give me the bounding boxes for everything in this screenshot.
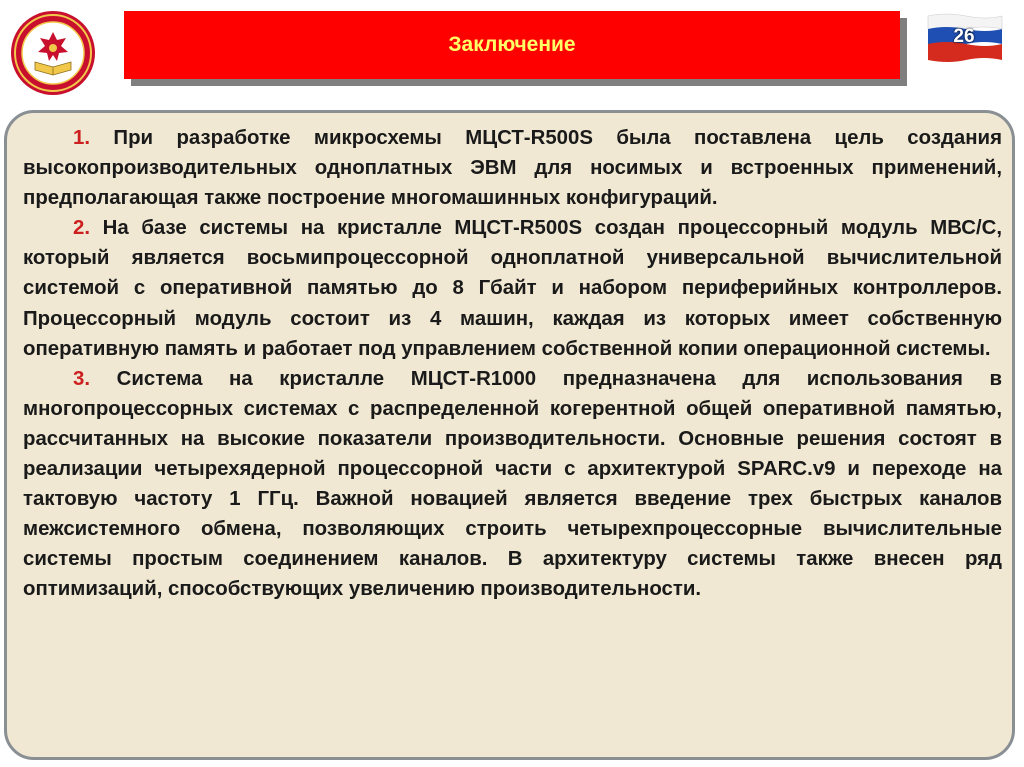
page-title: Заключение bbox=[448, 33, 576, 56]
title-bar bbox=[124, 11, 900, 79]
paragraph-1-number: 1. bbox=[73, 127, 91, 149]
paragraph-3-text: Система на кристалле МЦСТ-R1000 предназначена для использования в многопроцессорных системах с распределенной когерентной общей оперативной памятью, рассчитанных на высокие показатели производительности. Основные решения состоят в реализации четырехядерной процессорной части с архитектурой SPARC.v9 и переходе на тактовую частоту 1 ГГц. Важной новацией является введение трех быстрых каналов межсистемного обмена, позволяющих строить четырехпроцессорные вычислительные системы простым соединением каналов. В архитектуру системы также внесен ряд оптимизаций, способствующих увеличению производительности. bbox=[23, 367, 1003, 601]
paragraph-3 bbox=[23, 364, 1002, 605]
slide-number: 26 bbox=[953, 26, 975, 47]
paragraph-2 bbox=[23, 213, 1002, 363]
paragraph-1 bbox=[23, 123, 1002, 213]
academy-emblem-icon bbox=[10, 10, 96, 96]
paragraph-2-number: 2. bbox=[73, 217, 91, 240]
content-box bbox=[4, 110, 1015, 760]
paragraph-1-text: При разработке микросхемы МЦСТ-R500S была поставлена цель создания высокопроизводительных одноплатных ЭВМ для носимых и встроенных применений, предполагающая также построение многомашинных конфигураций. bbox=[23, 127, 1002, 210]
paragraph-2-text: На базе системы на кристалле МЦСТ-R500S создан процессорный модуль МВС/С, который является восьмипроцессорной одноплатной универсальной вычислительной системой с оперативной памятью до 8 Гбайт и набором периферийных контроллеров. Процессорный модуль состоит из 4 машин, каждая из которых имеет собственную оперативную память и работает под управлением собственной копии операционной системы. bbox=[23, 217, 1002, 360]
paragraph-3-number: 3. bbox=[73, 367, 91, 390]
